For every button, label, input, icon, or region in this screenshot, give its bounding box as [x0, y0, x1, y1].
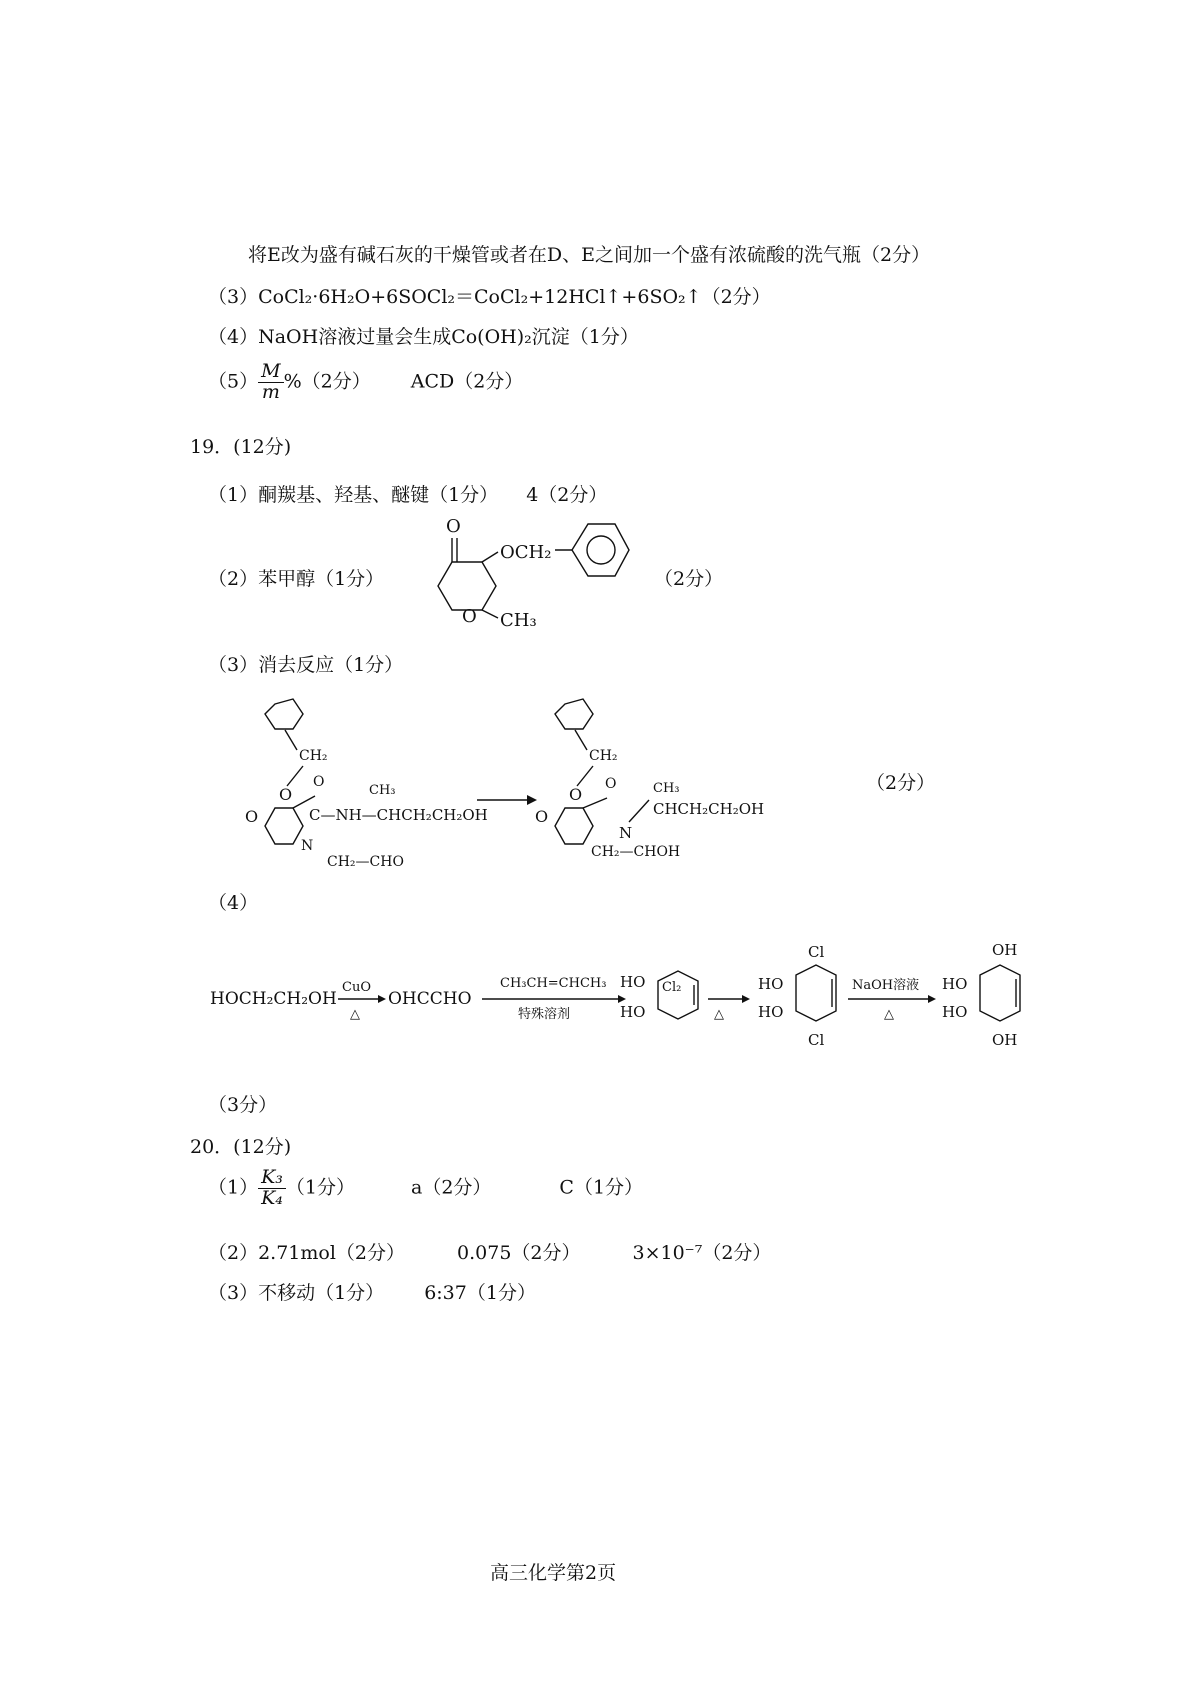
scheme-reagent1-bottom: △: [350, 1007, 360, 1022]
carbonyl-oxygen-label: O: [446, 516, 461, 537]
fraction-numerator: M: [258, 362, 283, 383]
q20-part1-score: （1分）: [285, 1176, 355, 1199]
right-ether-o-label: O: [569, 785, 583, 804]
left-sub-label: CH₂—CHO: [327, 854, 404, 870]
answer-q4-prefix: （4）: [208, 326, 259, 348]
p1-ho-bottom: HO: [620, 1003, 646, 1021]
scheme-reagent3-top: Cl₂: [662, 980, 682, 995]
q19-part3-text: （3）消去反应（1分）: [208, 654, 404, 676]
pyranone-ring: [438, 562, 496, 610]
q20-header: 20．(12分): [190, 1136, 292, 1158]
p1-ring: [658, 971, 698, 1019]
left-benzene: [265, 699, 303, 729]
q20-part3-text: （3）不移动（1分）: [208, 1282, 385, 1304]
answer-q3-equation: CoCl₂·6H₂O+6SOCl₂＝CoCl₂+12HCl↑+6SO₂↑（2分）: [258, 286, 771, 308]
right-pyridinone: [555, 808, 593, 844]
p3-ho-top: HO: [942, 975, 968, 993]
scheme-reagent2-bottom: 特殊溶剂: [518, 1007, 571, 1022]
p2-cl-bottom: Cl: [808, 1031, 825, 1049]
scheme-start: HOCH₂CH₂OH: [210, 989, 337, 1009]
scheme-reagent2-top: CH₃CH=CHCH₃: [500, 976, 607, 991]
q19-part4-label: （4）: [208, 892, 259, 914]
q19-part1-text: （1）酮羰基、羟基、醚键（1分）: [208, 484, 499, 506]
q20-part1-b: a（2分）: [411, 1176, 492, 1199]
right-n-label: N: [619, 824, 633, 842]
answer-q4: [208, 322, 639, 349]
right-ch3-label: CH₃: [653, 781, 680, 796]
left-amide-chain-label: C—NH—CHCH₂CH₂OH: [309, 806, 488, 824]
q19-part1-b: 4（2分）: [526, 484, 608, 506]
right-amide-o-label: O: [605, 776, 617, 792]
q19-reaction-3: [245, 688, 865, 878]
left-ether-o-label: O: [279, 785, 293, 804]
answer-q4-text: NaOH溶液过量会生成Co(OH)₂沉淀（1分）: [258, 326, 639, 348]
left-ch2-label: CH₂: [299, 748, 328, 764]
answer-q5: [208, 362, 523, 403]
p1-ho-top: HO: [620, 973, 646, 991]
benzene-ring: [572, 524, 629, 576]
q20-part2: [208, 1238, 771, 1265]
q20-part2-c: 3×10⁻⁷（2分）: [632, 1242, 772, 1264]
q19-part3-score: （2分）: [866, 772, 936, 794]
left-pyridinone: [265, 808, 303, 844]
och2-label: OCH₂: [500, 542, 552, 563]
q19-part1: [208, 480, 607, 507]
right-sub-label: CH₂—CHOH: [591, 844, 681, 860]
right-carbonyl-o-label: O: [535, 807, 549, 826]
answer-q3: [208, 282, 771, 309]
scheme-intermediate: OHCCHO: [388, 989, 472, 1009]
answer-q5-tail: %（2分）: [283, 370, 371, 393]
scheme-reagent4-top: NaOH溶液: [852, 978, 920, 993]
right-chain-label: CHCH₂CH₂OH: [653, 800, 765, 818]
q19-part2-text: （2）苯甲醇（1分）: [208, 568, 385, 590]
q20-part1: [208, 1168, 643, 1209]
scheme-reagent4-bottom: △: [884, 1007, 894, 1022]
answer-line-fix-e: 将E改为盛有碱石灰的干燥管或者在D、E之间加一个盛有浓硫酸的洗气瓶（2分）: [248, 244, 931, 266]
q19-part2-score: （2分）: [654, 568, 724, 590]
fraction-denominator: m: [261, 380, 280, 403]
fraction-numerator: K₃: [258, 1168, 286, 1189]
answer-q5-b: ACD（2分）: [410, 370, 524, 393]
page-footer: 高三化学第2页: [490, 1562, 617, 1584]
synthesis-scheme: [200, 925, 1100, 1070]
left-amide-o-label: O: [313, 774, 325, 790]
fraction-denominator: K₄: [261, 1186, 283, 1209]
q19-part4-score: （3分）: [208, 1094, 278, 1116]
left-ch3-label: CH₃: [369, 783, 396, 798]
q20-part1-fraction: [258, 1168, 286, 1209]
q19-structure-2: [410, 510, 650, 635]
p2-ho-top: HO: [758, 975, 784, 993]
answer-q3-prefix: （3）: [208, 286, 259, 308]
right-ch2-label: CH₂: [589, 748, 618, 764]
q20-part1-prefix: （1）: [208, 1176, 259, 1199]
left-n-label: N: [301, 838, 314, 854]
q20-part2-text: （2）2.71mol（2分）: [208, 1242, 406, 1264]
p2-ho-bottom: HO: [758, 1003, 784, 1021]
p3-ho-bottom: HO: [942, 1003, 968, 1021]
p3-ring: [980, 965, 1020, 1021]
p3-oh-top: OH: [992, 941, 1018, 959]
q20-part1-c: C（1分）: [559, 1176, 644, 1199]
scheme-reagent3-bottom: △: [714, 1007, 724, 1022]
q19-header: 19．(12分): [190, 436, 292, 458]
answer-q5-prefix: （5）: [208, 370, 259, 393]
q20-part2-b: 0.075（2分）: [457, 1242, 581, 1264]
ring-oxygen-label: O: [462, 606, 477, 627]
right-benzene: [555, 699, 593, 729]
left-carbonyl-o-label: O: [245, 807, 259, 826]
p2-ring: [796, 965, 836, 1021]
ch3-label: CH₃: [500, 610, 537, 631]
scheme-reagent1-top: CuO: [342, 980, 371, 995]
answer-q5-fraction: [258, 362, 283, 403]
p3-oh-bottom: OH: [992, 1031, 1018, 1049]
q20-part3: [208, 1278, 536, 1305]
p2-cl-top: Cl: [808, 943, 825, 961]
q20-part3-b: 6:37（1分）: [424, 1282, 536, 1304]
